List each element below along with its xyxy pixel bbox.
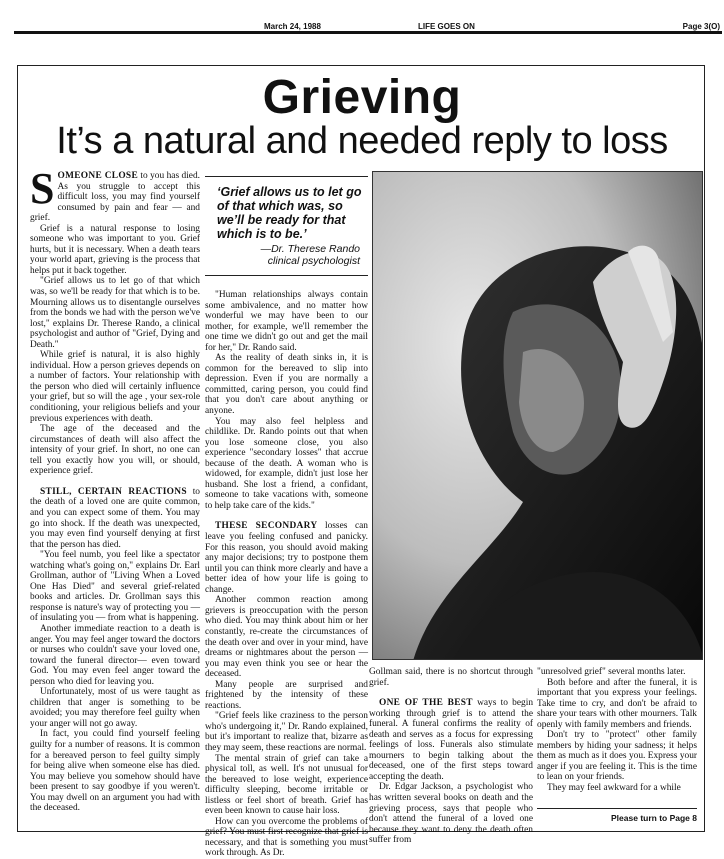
paragraph-lead-in: STILL, CERTAIN REACTIONS <box>40 486 187 497</box>
paragraph-text: to the death of a loved one are quite common, and you can expect some of them. You may go into shock. If the death was unexpected, you may even find yourself denying at first that the person has died. <box>30 486 200 550</box>
paragraph-text: Another common reaction among grievers is preoccupation with the person who died. You may think about him or her constantly, re-create the circumstances of the death over and over in your mind, have dreams or nightmares about the person — you may even think you see or hear the deceased. <box>205 595 368 680</box>
paragraph-text: Another immediate reaction to a death is anger. You may feel anger toward the doctors or nurses who couldn't save your loved one, toward the funeral director— even toward God. You may even feel anger toward the person who died for leaving you. <box>30 623 201 687</box>
pull-quote-role: clinical psychologist <box>267 255 360 267</box>
paragraph-text: ways to begin working through grief is to attend the funeral. A funeral confirms the reality of death and serves as a focus for expressing feelings of loss. Funerals also stimulate mourners to begin talking about the deceased, one of the first steps toward accepting the death. <box>369 698 534 782</box>
paragraph-text: You may also feel helpless and childlike. Dr. Rando points out that when you lose someone close, you also experience "secondary losses" that accrue because of the death. A woman who is widowed, for example, didn't just lose her husband. She lost a friend, a confidant, someone to take vacations with, someone to help take care of the kids." <box>205 416 368 511</box>
pull-quote-text: ‘Grief allows us to let go of that which was, so we’ll be ready for that which is to be.’ <box>217 185 362 241</box>
paragraph-text: "Grief feels like craziness to the person who's undergoing it," Dr. Rando explained, but it's important to realize that, bizarre as they may seem, these reactions are normal. <box>205 711 368 753</box>
article-paragraph <box>369 667 533 688</box>
article-paragraph <box>205 711 368 753</box>
paragraph-text: losses can leave you feeling confused and panicky. For this reason, you should avoid making any major decisions; try to postpone them until you can think more clearly and have a better idea of how your life is going to change. <box>205 521 368 595</box>
article-paragraph <box>369 782 533 845</box>
article-paragraph <box>30 487 200 550</box>
paragraph-lead-in: THESE SECONDARY <box>215 521 318 532</box>
article-paragraph <box>537 730 697 783</box>
article-paragraph <box>30 164 200 224</box>
paragraph-text: As the reality of death sinks in, it is common for the bereaved to slip into depression. Even if you are normally a committed, caring person, you could find that you don't care about anything or anyone. <box>205 353 368 417</box>
article-paragraph <box>205 290 368 353</box>
paragraph-text: "You feel numb, you feel like a spectator watching what's going on," explains Dr. Earl Grollman, author of "Living When a Loved One Has Died" and several grief-related books and articles. Dr. Grollman says this response is nature's way of protecting you — of insulating you — from what is happening. <box>30 550 200 624</box>
continuation-note: Please turn to Page 8 <box>537 808 697 823</box>
article-paragraph <box>30 687 200 729</box>
paragraph-text: Many people are surprised and frightened by the intensity of these reactions. <box>205 679 368 711</box>
article-paragraph <box>30 624 200 687</box>
article-paragraph <box>30 350 200 424</box>
paragraph-text: They may feel awkward for a while <box>547 783 681 794</box>
header-page: Page 3(O) <box>682 22 720 31</box>
grieving-person-photo-icon <box>372 171 703 660</box>
paragraph-text: Don't try to "protect" other family members by hiding your sadness; it helps them as much as it does you. Express your anger if you are feeling it. This is the time to lean on your friends. <box>537 730 697 783</box>
header-date: March 24, 1988 <box>264 22 321 31</box>
paragraph-text: In fact, you could find yourself feeling guilty for a number of reasons. It is common for a bereaved person to feel guilty simply for being alive when someone else has died. You may believe you somehow should have been present to say goodbye if you weren't. You may dwell on an argument you had with the deceased. <box>30 729 200 814</box>
article-paragraph <box>205 595 368 679</box>
article-column-3 <box>369 667 533 846</box>
paragraph-lead-in: OMEONE CLOSE <box>57 171 138 181</box>
paragraph-text: While grief is natural, it is also highly individual. How a person grieves depends on a number of factors. Your relationship with the person who died will certainly influence your grief, but so will the age , your sex-role conditioning, your religious beliefs and your previous experiences with death. <box>30 350 200 424</box>
article-paragraph <box>30 424 200 477</box>
paragraph-text: "Human relationships always contain some ambivalence, and no matter how wonderful we may have been to our mother, for example, we'll remember the one time we didn't go out and get the mail for her," Dr. Rando said. <box>205 290 368 353</box>
article-paragraph <box>205 754 368 817</box>
paragraph-text: Unfortunately, most of us were taught as children that anger is something to be avoided; you may therefore feel guilty when your anger will not go away. <box>30 687 200 729</box>
paragraph-text: "unresolved grief" several months later. <box>537 667 686 677</box>
article-subtitle: It’s a natural and needed reply to loss <box>56 120 668 162</box>
article-title: Grieving <box>262 71 462 124</box>
article-paragraph <box>205 680 368 712</box>
paragraph-text: How can you overcome the problems of grief? You must first recognize that grief is necessary, and that is something you must work through. As Dr. <box>205 816 368 859</box>
paragraph-text: Dr. Edgar Jackson, a psychologist who has written several books on death and the grieving process, says that people who don't attend the funeral of a loved one because they want to deny the death often suffer from <box>369 782 533 846</box>
pull-quote <box>205 176 368 276</box>
article-column-1 <box>30 164 201 814</box>
article-column-4 <box>537 667 697 794</box>
article-paragraph <box>205 417 368 512</box>
paragraph-text: Grief is a natural response to losing someone who was important to you. Grief hurts, but it is necessary. When a death tears your world apart, grieving is the process that helps put it back together. <box>30 223 200 276</box>
article-paragraph <box>205 521 368 595</box>
article-paragraph <box>30 224 200 277</box>
article-paragraph <box>205 353 368 416</box>
article-paragraph <box>30 729 200 813</box>
pull-quote-attribution: —Dr. Therese Rando <box>260 243 360 255</box>
paragraph-text: to you has died. As you struggle to accept this difficult loss, you may find yourself consumed by pain and fear — and grief. <box>30 171 200 224</box>
article-paragraph <box>537 783 697 794</box>
header-section: LIFE GOES ON <box>418 22 475 31</box>
paragraph-text: The mental strain of grief can take a physical toll, as well. It's not unusual for the bereaved to lose weight, experience difficulty sleeping, become irritable or listless or feel short of breath. Grief has even been known to cause hair loss. <box>205 753 368 817</box>
paragraph-text: The age of the deceased and the circumstances of death will also affect the intensity of your grief. In short, no one can tell you exactly how you will, or should, experience grief. <box>30 424 200 477</box>
drop-cap: S <box>30 164 55 213</box>
article-paragraph <box>30 276 200 350</box>
paragraph-text: Gollman said, there is no shortcut through grief. <box>369 667 533 688</box>
paragraph-lead-in: ONE OF THE BEST <box>379 698 473 709</box>
article-paragraph <box>30 550 200 624</box>
header-rule <box>14 31 722 34</box>
paragraph-text: "Grief allows us to let go of that which was, so we'll be ready for that which is to be. Mourning allows us to disentangle ourselves from the bonds we had with the person we've lost," explains Dr. Therese Rando, a clinical psychologist and author of "Grief, Dying and Death." <box>30 276 200 350</box>
paragraph-text: Both before and after the funeral, it is important that you express your feelings. Take time to cry, and don't be afraid to share your tears with other mourners. Talk openly with family members and friends. <box>537 677 697 730</box>
article-paragraph <box>537 667 697 678</box>
article-paragraph <box>537 678 697 731</box>
article-paragraph <box>369 698 533 782</box>
article-column-2 <box>205 290 368 859</box>
